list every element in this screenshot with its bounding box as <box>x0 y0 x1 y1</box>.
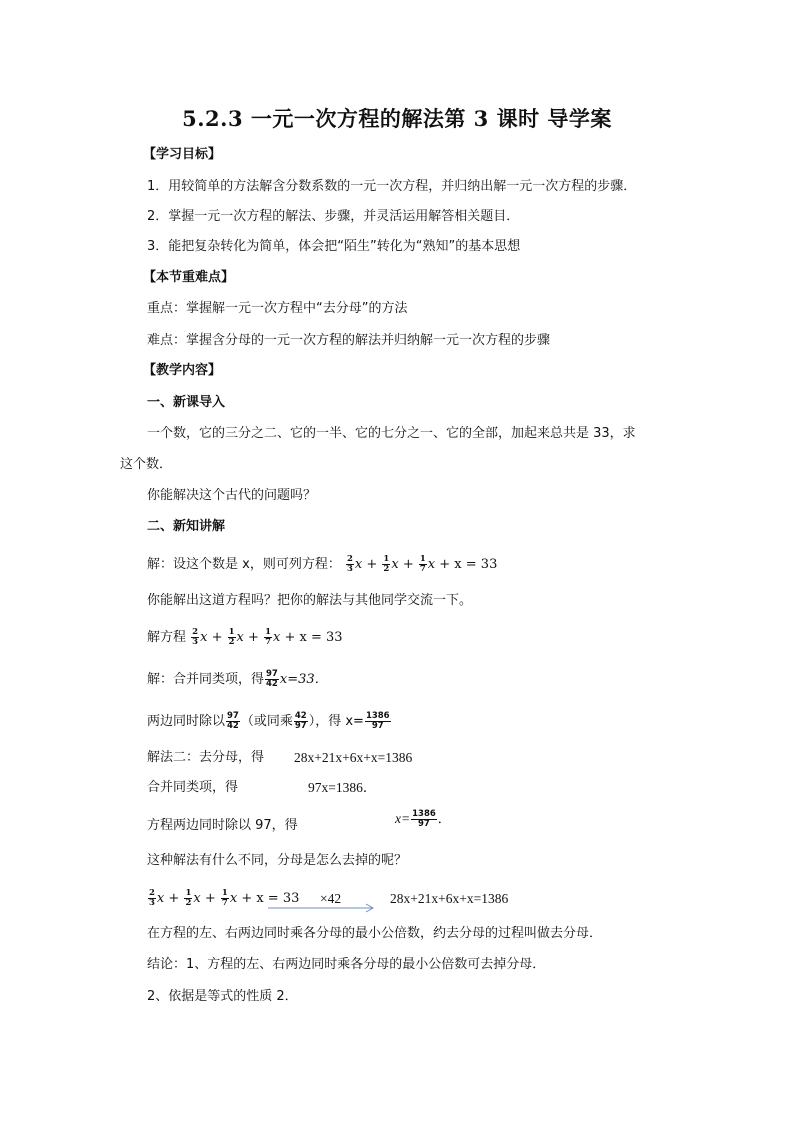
solve-label: 解方程 <box>147 630 187 645</box>
conclusion-2: 2、依据是等式的性质 2． <box>147 989 298 1004</box>
goal-3: 3．能把复杂转化为简单，体会把“陌生”转化为“熟知”的基本思想 <box>147 239 521 254</box>
fraction: $\frac{1}{2}$ <box>228 627 235 647</box>
equation-3: $\frac{2}{3}$ x + $\frac{1}{2}$ x + $\frac{1}{7}$ x + x = 33 <box>149 888 300 908</box>
fraction: $\frac{1386}{97}$ <box>365 711 390 731</box>
combine-label: 解：合并同类项，得 <box>147 672 265 687</box>
fraction: $\frac{1}{7}$ <box>221 888 228 908</box>
fraction: $\frac{1}{7}$ <box>419 554 426 574</box>
goal-2: 2．掌握一元一次方程的解法、步骤，并灵活运用解答相关题目． <box>147 209 520 224</box>
fraction: $\frac{1}{2}$ <box>383 554 390 574</box>
equation-2: $\frac{2}{3}$ x + $\frac{1}{2}$ x + $\frac{1}{7}$ x + x = 33 <box>192 627 343 647</box>
page-title: 5.2.3 一元一次方程的解法第 3 课时 导学案 <box>182 106 612 131</box>
divide2-result: x= $\frac{1386}{97}$ ． <box>395 809 451 829</box>
combine2-equation: 97x=1386． <box>308 780 377 795</box>
arrow-label: ×42 <box>320 891 342 906</box>
divide-label: 两边同时除以 <box>147 714 226 729</box>
method2-equation: 28x+21x+6x+x=1386 <box>294 750 413 765</box>
fraction: $\frac{97}{42}$ <box>266 669 278 689</box>
combine-rhs: =33． <box>287 672 328 687</box>
intro-line-1: 一个数，它的三分之二、它的一半、它的七分之一、它的全部，加起来总共是 33，求 <box>147 426 636 441</box>
part2-header: 二、新知讲解 <box>147 519 226 534</box>
goal-1: 1．用较简单的方法解含分数系数的一元一次方程，并归纳出解一元一次方程的步骤． <box>147 179 637 194</box>
key-header: 【本节重难点】 <box>143 270 235 285</box>
divide2-label: 方程两边同时除以 97，得 <box>147 818 298 833</box>
fraction: $\frac{1}{2}$ <box>185 888 192 908</box>
solution-setup-text: 解：设这个数是 x，则可列方程： <box>147 557 341 572</box>
difficult-point: 难点：掌握含分母的一元一次方程的解法并归纳解一元一次方程的步骤 <box>147 333 551 348</box>
solve-equation-line <box>147 628 343 647</box>
right-arrow-icon <box>268 903 378 913</box>
combine-line: 解：合并同类项，得 $\frac{97}{42}$ x=33． <box>147 669 328 689</box>
fraction: $\frac{2}{3}$ <box>149 888 155 908</box>
fraction: $\frac{1386}{97}$ <box>412 809 436 829</box>
equation-1: $\frac{2}{3}$ x + $\frac{1}{2}$ x + $\frac{1}{7}$ x + x = 33 <box>346 554 498 574</box>
difference-question: 这种解法有什么不同，分母是怎么去掉的呢？ <box>147 853 408 868</box>
solution-setup-line <box>147 555 497 574</box>
key-point: 重点：掌握解一元一次方程中“去分母”的方法 <box>147 301 408 316</box>
fraction: $\frac{42}{97}$ <box>294 711 307 731</box>
divide-line: 两边同时除以 $\frac{97}{42}$ （或同乘 $\frac{42}{97}$ ），得 x= $\frac{1386}{97}$ <box>147 711 390 731</box>
intro-line-2: 这个数． <box>120 457 173 472</box>
fraction: $\frac{2}{3}$ <box>346 554 353 574</box>
fraction: $\frac{97}{42}$ <box>227 711 239 731</box>
content-header: 【教学内容】 <box>143 363 222 378</box>
conclusion-1: 结论：1、方程的左、右两边同时乘各分母的最小公倍数可去掉分母． <box>147 957 546 972</box>
intro-question: 你能解决这个古代的问题吗？ <box>147 488 317 503</box>
part1-header: 一、新课导入 <box>147 395 226 410</box>
method2-label: 解法二：去分母，得 <box>147 750 265 765</box>
fraction: $\frac{2}{3}$ <box>192 627 199 647</box>
goals-header: 【学习目标】 <box>143 147 222 162</box>
rule-text: 在方程的左、右两边同时乘各分母的最小公倍数，约去分母的过程叫做去分母． <box>147 926 603 941</box>
solve-question: 你能解出这道方程吗？把你的解法与其他同学交流一下。 <box>147 593 473 608</box>
fraction: $\frac{1}{7}$ <box>265 627 271 647</box>
arrow-result: 28x+21x+6x+x=1386 <box>390 891 509 906</box>
combine2-label: 合并同类项，得 <box>147 780 239 795</box>
